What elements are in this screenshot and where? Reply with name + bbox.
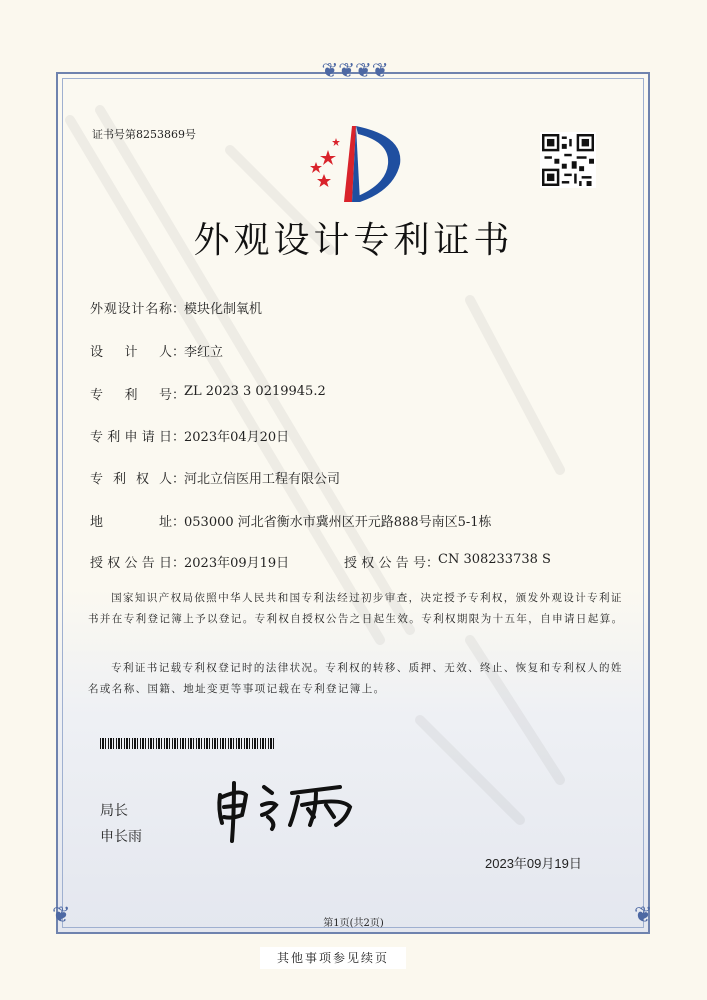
corner-ornament-icon: ❦ — [52, 903, 71, 928]
barcode — [100, 738, 275, 749]
field-value: 李红立 — [184, 345, 224, 360]
field-patentee: 专利权人 ： 河北立信医用工程有限公司 — [90, 468, 340, 487]
field-value: 2023年09月19日 — [184, 556, 290, 571]
director-signature — [212, 775, 362, 845]
cnipa-logo — [300, 122, 410, 204]
qr-code — [540, 132, 596, 188]
top-ornament-icon: ❦❦❦❦ — [321, 58, 389, 82]
field-label: 地址 — [90, 515, 172, 530]
field-application-date: 专利申请日 ： 2023年04月20日 — [90, 426, 289, 445]
field-label: 专利申请日 — [90, 430, 172, 445]
field-value: 模块化制氧机 — [184, 302, 263, 317]
announcement-label: 授权公告号 — [344, 556, 426, 571]
issue-date: 2023年09月19日 — [485, 856, 582, 871]
field-designer: 设计人 ： 李红立 — [90, 341, 223, 360]
document-title: 外观设计专利证书 — [193, 220, 514, 261]
field-label: 设计人 — [90, 345, 172, 360]
director-title: 局长 — [100, 803, 128, 819]
field-label: 专利权人 — [90, 472, 172, 487]
field-label: 授权公告日 — [90, 556, 172, 571]
field-value: 河北立信医用工程有限公司 — [184, 472, 341, 487]
field-grant-date: 授权公告日 ： 2023年09月19日 授权公告号 ： CN 308233738 S — [90, 552, 551, 571]
field-address: 地址 ： 053000 河北省衡水市冀州区开元路888号南区5-1栋 — [90, 511, 492, 530]
field-patent-number: 专利号 ： ZL 2023 3 0219945.2 — [90, 384, 326, 403]
page-indicator: 第1页(共2页) — [323, 918, 384, 929]
field-label: 专利号 — [90, 388, 172, 403]
legal-status-statement: 专利证书记载专利权登记时的法律状况。专利权的转移、质押、无效、终止、恢复和专利权人的姓名或名称、国籍、地址变更等事项记载在专利登记簿上。 — [88, 662, 623, 695]
continued-note: 其他事项参见续页 — [260, 947, 406, 969]
corner-ornament-icon: ❦ — [634, 903, 653, 928]
certificate-number: 证书号第8253869号 — [92, 128, 196, 141]
field-value: ZL 2023 3 0219945.2 — [184, 384, 326, 399]
field-design-name: 外观设计名称 ： 模块化制氧机 — [90, 298, 262, 317]
announcement-value: CN 308233738 S — [438, 552, 551, 567]
field-value: 2023年04月20日 — [184, 430, 290, 445]
director-name: 申长雨 — [100, 829, 142, 845]
grant-statement: 国家知识产权局依照中华人民共和国专利法经过初步审查，决定授予专利权，颁发外观设计专利证书并在专利登记簿上予以登记。专利权自授权公告之日起生效。专利权期限为十五年，自申请日起算。 — [88, 592, 624, 625]
field-value: 053000 河北省衡水市冀州区开元路888号南区5-1栋 — [184, 515, 492, 530]
field-label: 外观设计名称 — [90, 302, 172, 317]
